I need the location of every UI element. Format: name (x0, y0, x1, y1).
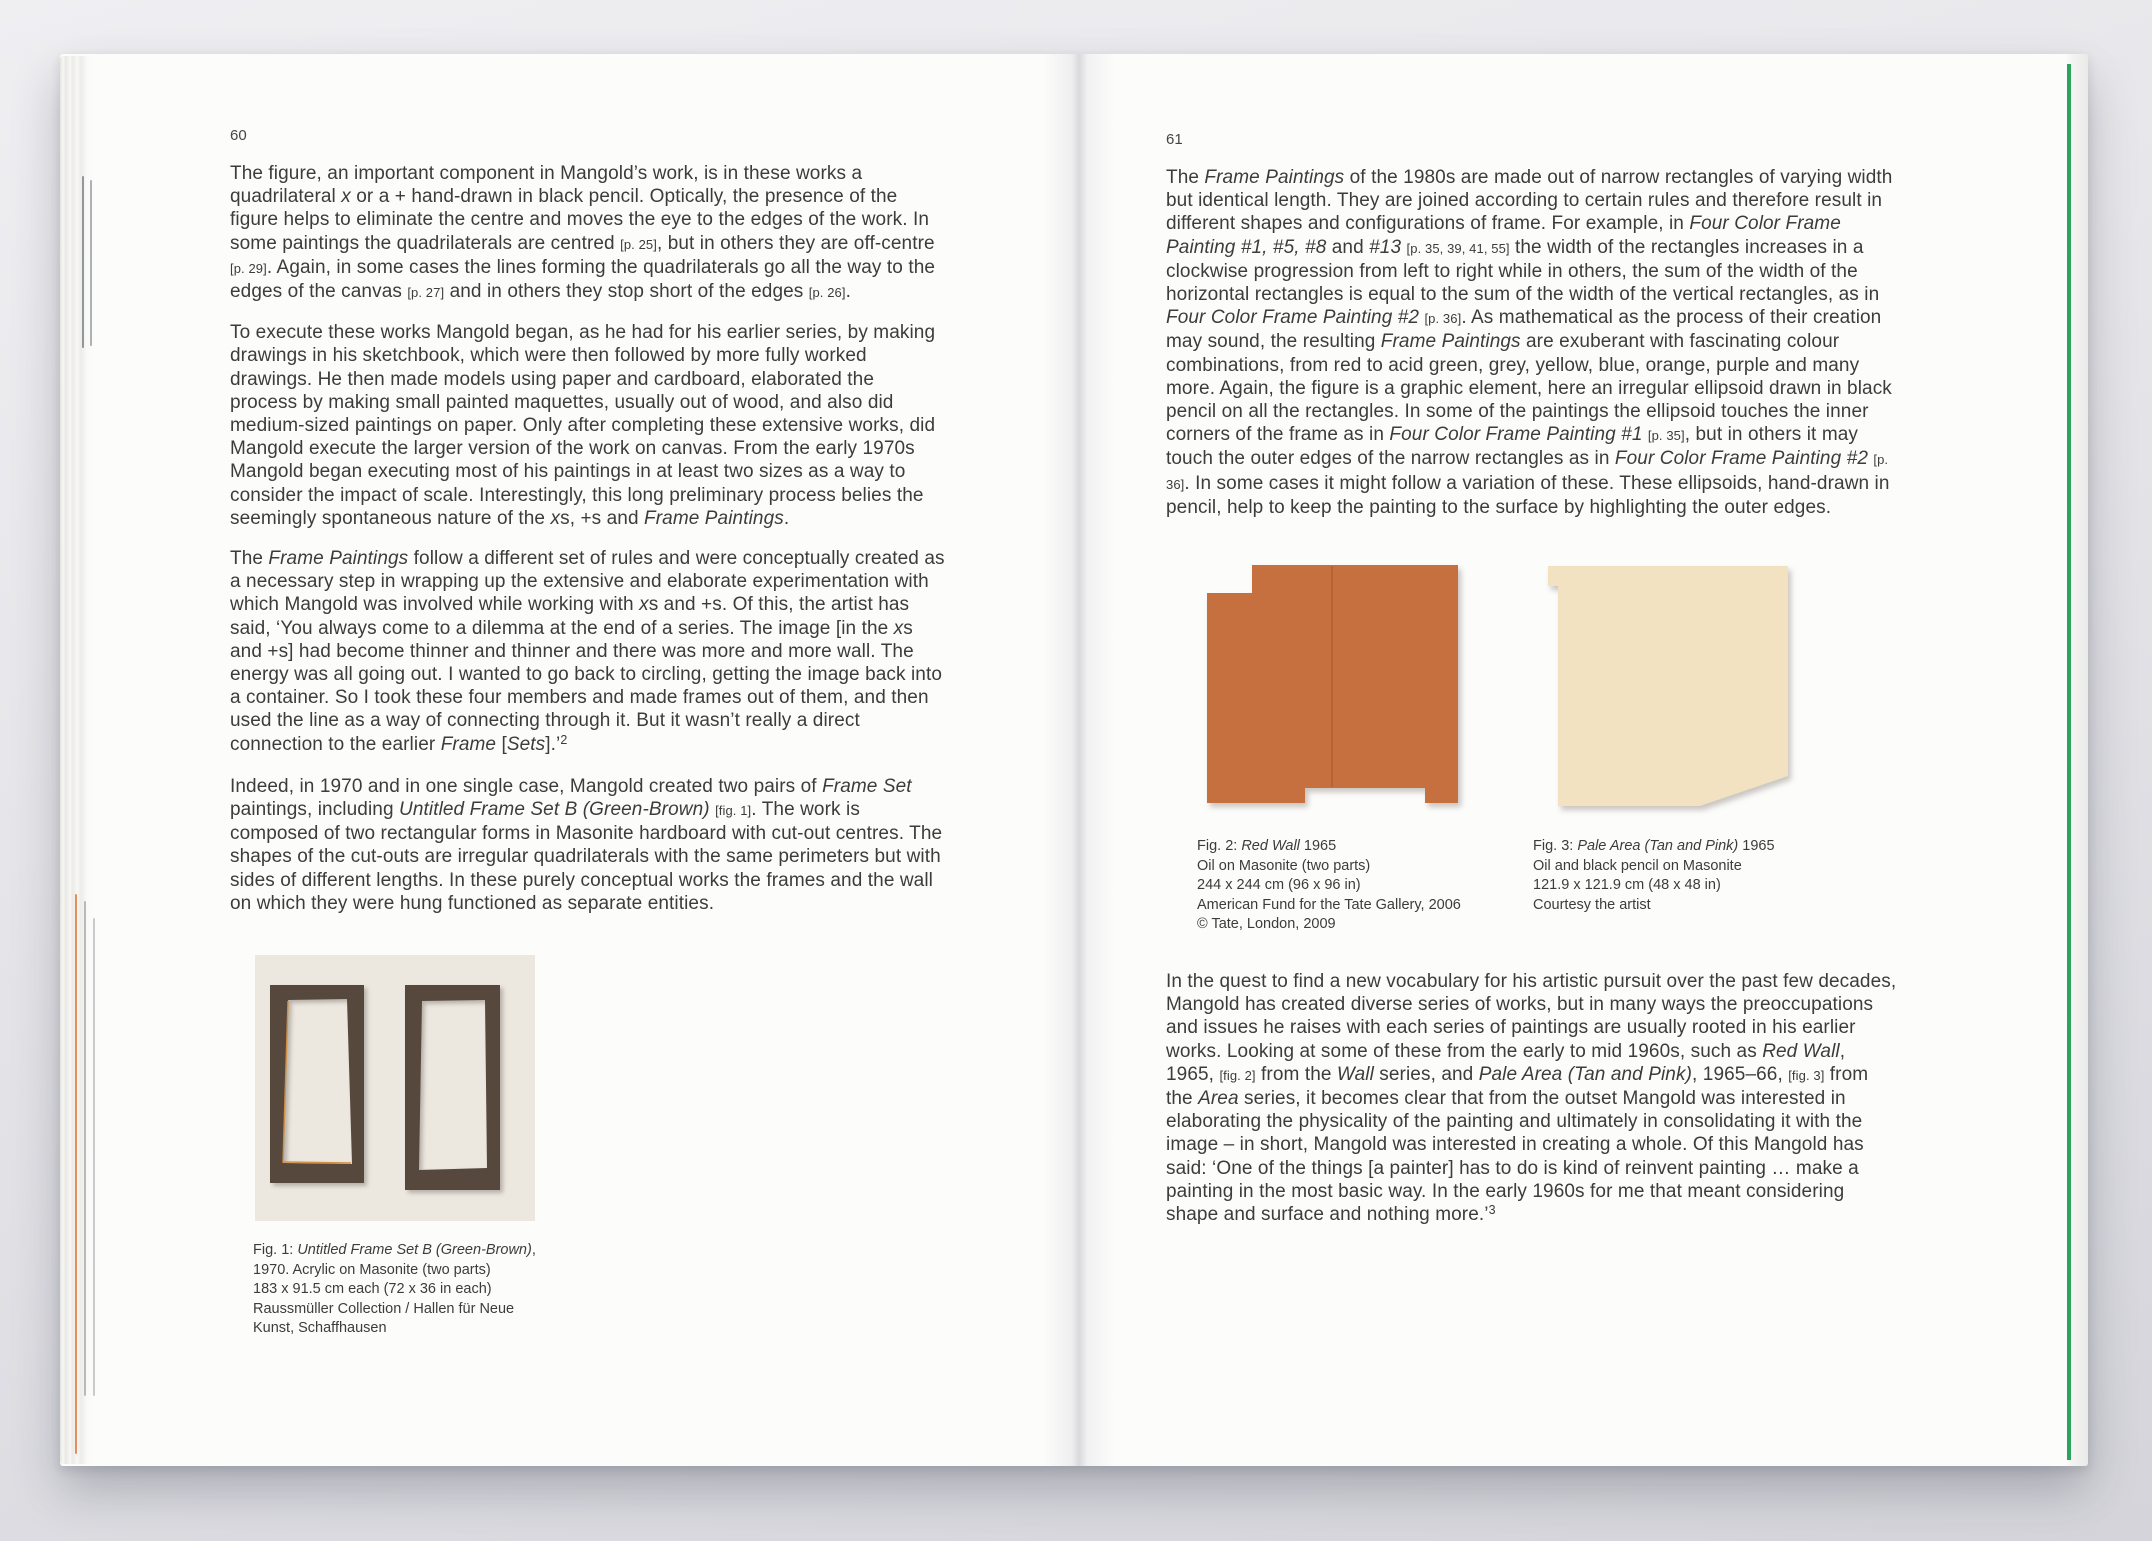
caption-line: Fig. 1: Untitled Frame Set B (Green-Brown), (253, 1242, 536, 1258)
paragraph: The Frame Paintings follow a different set of rules and were conceptually created as a necessary step in wrapping up the extensive and elaborate experimentation with which Mangold was involved while working with xs and +s. Of this, the artist has said, ‘You always come to a dilemma at the end of a series. The image [in the xs and +s] had become thinner and thinner and there was more and more wall. The energy was all going out. I wanted to go back to circling, getting the image back into a container. So I took these four members and made frames out of them, and then used the line as a way of connecting through it. But it wasn’t really a direct connection to the earlier Frame [Sets].’$^2$ (230, 548, 945, 755)
page-60 (60, 54, 1078, 1466)
caption-line: Oil and black pencil on Masonite (1533, 857, 1742, 874)
fig1-caption (253, 1241, 536, 1339)
caption-line: American Fund for the Tate Gallery, 2006 (1197, 896, 1461, 913)
caption-line: Courtesy the artist (1533, 896, 1651, 913)
caption-line: 1970. Acrylic on Masonite (two parts) (253, 1261, 491, 1278)
fig2-red-wall-image (1207, 565, 1458, 803)
body-text-right-top (1166, 166, 1894, 536)
fig3-artwork (1548, 566, 1788, 806)
caption-line: Raussmüller Collection / Hallen für Neue (253, 1300, 515, 1317)
page-61 (1078, 54, 2088, 1466)
paragraph: To execute these works Mangold began, as he had for his earlier series, by making drawings in his sketchbook, which were then followed by more fully worked drawings. He then made models using paper and cardboard, elaborated the process by making small painted maquettes, usually out of wood, and also did medium-sized paintings on paper. Only after completing these extensive works, did Mangold execute the larger version of the work on canvas. From the early 1970s Mangold began executing most of his paintings in at least two sizes as a way to consider the impact of scale. Interestingly, this long preliminary process belies the seemingly spontaneous nature of the xs, +s and Frame Paintings. (230, 322, 936, 529)
page-number: 61 (1166, 131, 1183, 148)
paragraph: In the quest to find a new vocabulary for his artistic pursuit over the past few decades, Mangold has created diverse series of works, but in many ways the preoccupations and issues he raises with each series of paintings are usually rooted in his earlier works. Looking at some of these from the early to mid 1960s, such as Red Wall, 1965, [fig. 2] from the Wall series, and Pale Area (Tan and Pink), 1965–66, [fig. 3] from the Area series, it becomes clear that from the outset Mangold was interested in elaborating the physicality of the painting and ultimately in consolidating it with the image – in short, Mangold was interested in creating a whole. Of this Mangold has said: ‘One of the things [a painter] has to do is kind of reinvent painting … make a painting in the most basic way. In the early 1960s for me that meant considering shape and surface and nothing more.’$^3$ (1166, 971, 1897, 1226)
paragraph: Indeed, in 1970 and in one single case, Mangold created two pairs of Frame Set paintings, including Untitled Frame Set B (Green-Brown) [fig. 1]. The work is composed of two rectangular forms in Masonite hardboard with cut-out centres. The shapes of the cut-outs are irregular quadrilaterals with the same perimeters but with sides of different lengths. In these purely conceptual works the frames and the wall on which they were hung functioned as separate entities. (230, 775, 943, 914)
pale-area-shape (1548, 566, 1788, 806)
fig3-pale-area-image (1548, 566, 1788, 806)
paragraph: The figure, an important component in Mangold’s work, is in these works a quadrilateral x or a + hand-drawn in black pencil. Optically, the presence of the figure helps to eliminate the centre and moves the eye to the edges of the work. In some paintings the quadrilaterals are centred [p. 25], but in others they are off-centre [p. 29]. Again, in some cases the lines forming the quadrilaterals go all the way to the edges of the canvas [p. 27] and in others they stop short of the edges [p. 26]. (230, 163, 936, 303)
caption-line: Fig. 2: Red Wall 1965 (1197, 838, 1337, 854)
caption-line: Fig. 3: Pale Area (Tan and Pink) 1965 (1533, 838, 1775, 854)
caption-line: Oil on Masonite (two parts) (1197, 857, 1371, 874)
caption-line: 244 x 244 cm (96 x 96 in) (1197, 877, 1361, 893)
caption-line: 183 x 91.5 cm each (72 x 36 in each) (253, 1281, 492, 1297)
caption-line: 121.9 x 121.9 cm (48 x 48 in) (1533, 877, 1721, 893)
fig1-artwork (255, 955, 535, 1221)
caption-line: Kunst, Schaffhausen (253, 1320, 387, 1336)
body-text-right-bottom (1166, 970, 1898, 1245)
fig1-untitled-frame-set-image (255, 955, 535, 1221)
fig2-artwork (1207, 565, 1458, 803)
paragraph: The Frame Paintings of the 1980s are made out of narrow rectangles of varying width but identical length. They are joined according to certain rules and therefore result in different shapes and configurations of frame. For example, in Four Color Frame Painting #1, #5, #8 and #13 [p. 35, 39, 41, 55] the width of the rectangles increases in a clockwise progression from left to right while in others, the sum of the width of the horizontal rectangles is equal to the sum of the width of the vertical rectangles, as in Four Color Frame Painting #2 [p. 36]. As mathematical as the process of their creation may sound, the resulting Frame Paintings are exuberant with fascinating colour combinations, from red to acid green, grey, yellow, blue, orange, purple and many more. Again, the figure is a graphic element, here an irregular ellipsoid drawn in black pencil on all the rectangles. In some of the paintings the ellipsoid touches the inner corners of the frame as in Four Color Frame Painting #1 [p. 35], but in others it may touch the outer edges of the narrow rectangles as in Four Color Frame Painting #2 [p. 36]. In some cases it might follow a variation of these. These ellipsoids, hand-drawn in pencil, help to keep the painting to the surface by highlighting the outer edges. (1166, 167, 1893, 518)
page-number: 60 (230, 127, 247, 144)
fig3-caption (1533, 837, 1775, 915)
body-text-left (230, 162, 946, 932)
open-book (60, 54, 2088, 1466)
fig2-caption (1197, 837, 1461, 935)
caption-line: © Tate, London, 2009 (1197, 916, 1336, 932)
